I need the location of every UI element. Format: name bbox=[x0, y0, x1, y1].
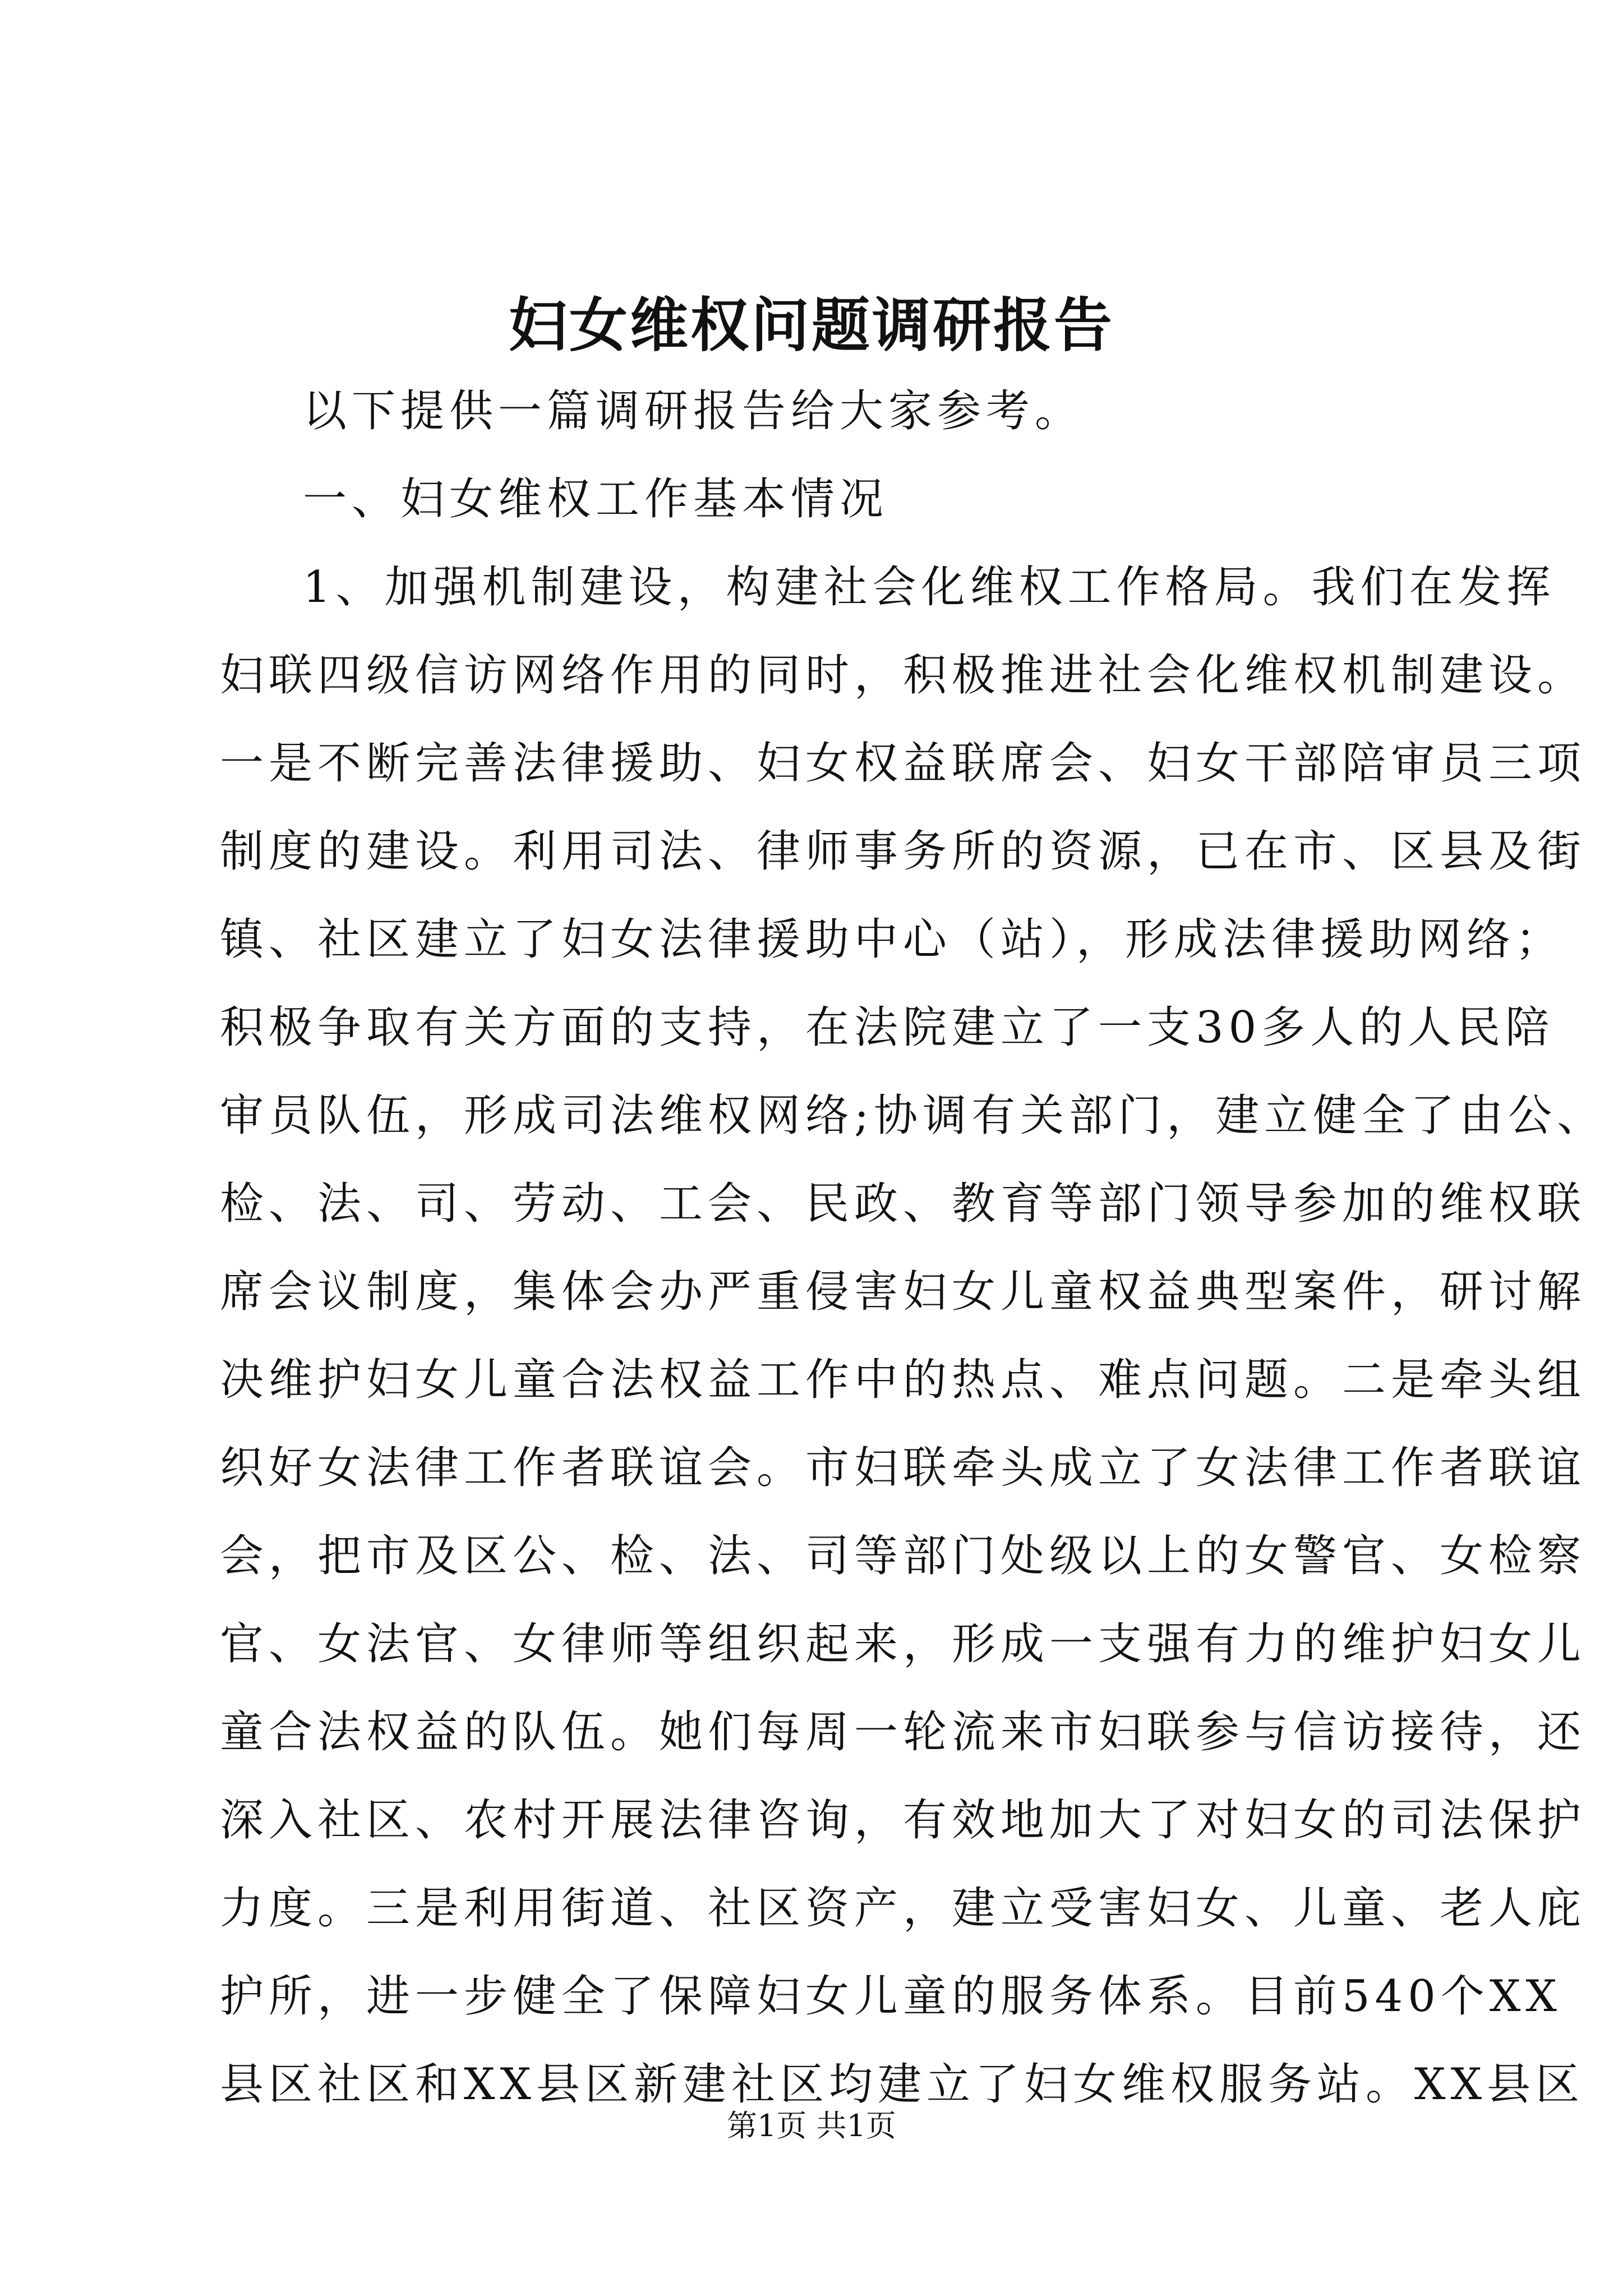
body-line: 决维护妇女儿童合法权益工作中的热点、难点问题。二是牵头组 bbox=[220, 1355, 1587, 1405]
body-line: 镇、社区建立了妇女法律援助中心（站），形成法律援助网络； bbox=[220, 914, 1565, 965]
body-line: 妇联四级信访网络作用的同时，积极推进社会化维权机制建设。 bbox=[220, 650, 1587, 701]
section-heading: 一、妇女维权工作基本情况 bbox=[303, 474, 889, 524]
body-line: 会，把市及区公、检、法、司等部门处级以上的女警官、女检察 bbox=[220, 1531, 1587, 1581]
body-line: 检、法、司、劳动、工会、民政、教育等部门领导参加的维权联 bbox=[220, 1179, 1587, 1229]
body-line: 一是不断完善法律援助、妇女权益联席会、妇女干部陪审员三项 bbox=[220, 738, 1587, 789]
body-line: 织好女法律工作者联谊会。市妇联牵头成立了女法律工作者联谊 bbox=[220, 1443, 1587, 1493]
body-line: 官、女法官、女律师等组织起来，形成一支强有力的维护妇女儿 bbox=[220, 1619, 1587, 1669]
body-line: 护所，进一步健全了保障妇女儿童的服务体系。目前540个XX bbox=[220, 1971, 1562, 2022]
body-line: 1、加强机制建设，构建社会化维权工作格局。我们在发挥 bbox=[303, 562, 1556, 613]
body-line: 审员队伍，形成司法维权网络;协调有关部门，建立健全了由公、 bbox=[220, 1091, 1606, 1141]
body-line: 力度。三是利用街道、社区资产，建立受害妇女、儿童、老人庇 bbox=[220, 1883, 1587, 1934]
body-line: 童合法权益的队伍。她们每周一轮流来市妇联参与信访接待，还 bbox=[220, 1707, 1587, 1757]
body-line: 积极争取有关方面的支持，在法院建立了一支30多人的人民陪 bbox=[220, 1002, 1555, 1053]
body-line: 深入社区、农村开展法律咨询，有效地加大了对妇女的司法保护 bbox=[220, 1795, 1587, 1846]
body-line: 县区社区和XX县区新建社区均建立了妇女维权服务站。XX县区 bbox=[220, 2059, 1585, 2110]
body-line: 制度的建设。利用司法、律师事务所的资源，已在市、区县及街 bbox=[220, 826, 1587, 877]
body-line: 席会议制度，集体会办严重侵害妇女儿童权益典型案件，研讨解 bbox=[220, 1267, 1587, 1317]
page-footer: 第1页 共1页 bbox=[727, 2108, 896, 2143]
body-line-intro: 以下提供一篇调研报告给大家参考。 bbox=[303, 386, 1084, 436]
document-body bbox=[220, 367, 1606, 2129]
document-title: 妇女维权问题调研报告 bbox=[508, 291, 1114, 360]
